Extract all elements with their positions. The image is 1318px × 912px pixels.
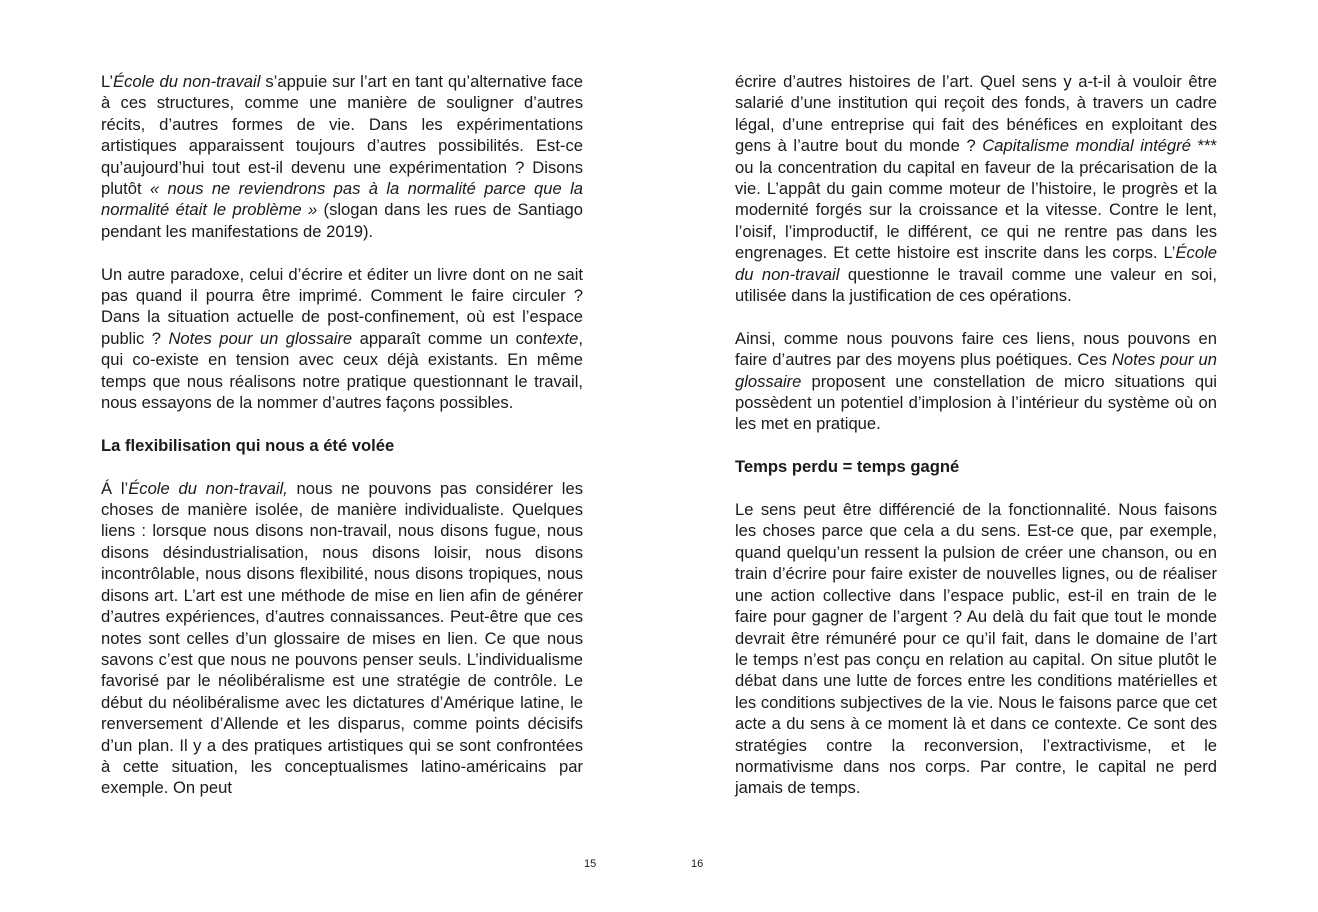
paragraph: Le sens peut être différencié de la fonctionnalité. Nous faisons les choses parce que cela a du sens. Est-ce que, par exemple, quand quelqu’un ressent la pulsion de créer une chanson, ou en train d’écrire pour faire exister de nouvelles lignes, ou de réaliser une action collective dans l’espace public, est-il en train de le faire pour gagner de l’argent ? Au delà du fait que tout le monde devrait être rémunéré pour ce qu’il fait, dans le domaine de l’art le temps n’est pas conçu en relation au capital. On situe plutôt le débat dans une lutte de forces entre les conditions matérielles et les conditions subjectives de la vie. Nous le faisons parce que cet acte a du sens à ce moment là et dans ce contexte. Ce sont des stratégies contre la reconversion, l’extractivisme, et le normativisme dans nos corps. Par contre, le capital ne perd jamais de temps.	[735, 500, 1217, 798]
paragraph	[101, 478, 583, 799]
italic-title: Notes pour un glossaire	[168, 328, 353, 348]
text-run: s’appuie sur l’art en tant qu’alternative face à ces structures, comme une manière de souligner d’autres récits, d’autres formes de vie. Dans les expérimentations artistiques apparaissent toujours d’autres possibilités. Est-ce qu’aujourd’hui tout est-il devenu une expérimentation ? Disons plutôt	[101, 72, 583, 199]
paragraph	[101, 71, 583, 242]
text-run: Á l’	[101, 478, 129, 498]
italic-title: École du non-travail,	[128, 478, 288, 498]
text-run: Un autre paradoxe, celui d’écrire et éditer un livre dont on ne sait pas quand il pourra être imprimé. Comment le faire circuler ? Dans la situation actuelle de post-confinement, où est l’espace public ?	[101, 264, 583, 348]
text-run: L’	[101, 72, 113, 91]
text-run: , qui co-existe en tension avec ceux déjà existants. En même temps que nous réalisons notre pratique questionnant le travail, nous essayons de la nommer d’autres façons possibles.	[101, 328, 583, 413]
right-page	[659, 0, 1318, 912]
text-run: Ainsi, comme nous pouvons faire ces liens, nous pouvons en faire d’autres par des moyens plus poétiques. Ces	[735, 328, 1217, 370]
italic-title: École du non-travail	[113, 72, 261, 91]
italic-title: École du non-travail	[735, 243, 1217, 284]
section-heading: La flexibilisation qui nous a été volée	[101, 435, 395, 455]
text-run: proposent une constellation de micro situations qui possèdent un potentiel d’implosion à l’intérieur du système où on les met en pratique.	[735, 371, 1217, 434]
page-number: 15	[584, 858, 597, 870]
paragraph	[735, 328, 1217, 435]
paragraph	[101, 264, 583, 414]
right-text-column	[735, 71, 1217, 799]
text-run: questionne le travail comme une valeur en soi, utilisée dans la justification de ces opérations.	[735, 264, 1217, 306]
text-run: écrire d’autres histoires de l’art. Quel sens y a-t-il à vouloir être salarié d’une institution qui reçoit des fonds, à travers un cadre légal, d’une entreprise qui fait des bénéfices en exploitant des gens à l’autre bout du monde ?	[735, 72, 1217, 156]
text-run: apparaît comme un con	[352, 328, 543, 348]
italic-title: Capitalisme mondial intégré	[982, 136, 1192, 156]
italic-title: Notes pour un glossaire	[735, 350, 1217, 391]
section-heading: Temps perdu = temps gagné	[735, 457, 960, 477]
text-run: nous ne pouvons pas considérer les choses de manière isolée, de manière individualiste. Quelques liens : lorsque nous disons non-travail, nous disons fugue, nous disons désindustrialisation, nous disons loisir, nous disons incontrôlable, nous disons flexibilité, nous disons tropiques, nous disons art. L’art est une méthode de mise en lien afin de générer d’autres expériences, d’autres connaissances. Peut-être que ces notes sont celles d’un glossaire de mises en lien. Ce que nous savons c’est que nous ne pouvons penser seuls. L’individualisme favorisé par le néolibéralisme est une stratégie de contrôle. Le début du néolibéralisme avec les dictatures d’Amérique latine, le renversement d’Allende et les disparus, comme points décisifs d’un plan. Il y a des pratiques artistiques qui se sont confrontées à cette situation, les conceptualismes latino-américains par exemple. On peut	[101, 478, 583, 798]
italic-quote: « nous ne reviendrons pas à la normalité parce que la normalité était le problème »	[101, 179, 583, 220]
paragraph	[735, 71, 1217, 306]
text-run: (slogan dans les rues de Santiago pendant les manifestations de 2019).	[101, 200, 584, 241]
left-text-column	[101, 71, 583, 799]
italic-emphasis: texte	[542, 328, 579, 348]
page-number: 16	[691, 858, 704, 870]
text-run: *** ou la concentration du capital en faveur de la précarisation de la vie. L’appât du gain comme moteur de l’histoire, le progrès et la modernité forgés sur la croissance et la vitesse. Contre le lent, l’oisif, l’improductif, le différent, ce qui ne rentre pas dans les engrenages. Et cette histoire est inscrite dans les corps. L’	[735, 136, 1217, 263]
